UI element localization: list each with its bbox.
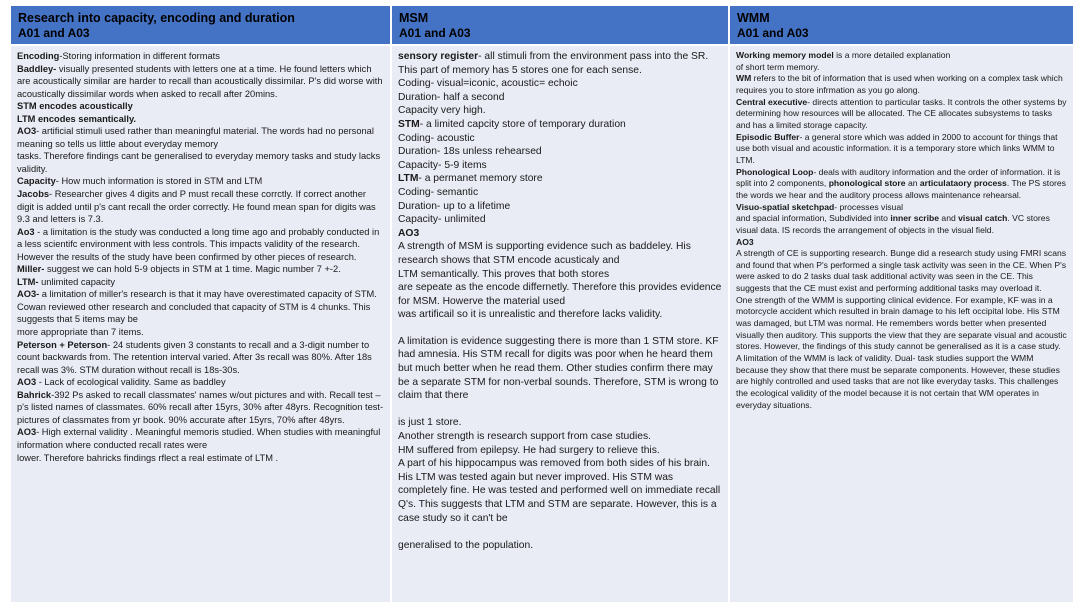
wmm-notes xyxy=(730,44,1075,602)
sr-coding: Coding- visual=iconic, acoustic= echoic xyxy=(398,78,578,90)
wmm-limitation: A limitation of the WMM is lack of validity. Dual- task studies support the WMM because they show that there must be separate components. However, these studies are highly controlled and used tasks that are not like everyday tasks. This challenges the ecological validity of the model because it is not certain that WM operates in everyday situations. xyxy=(736,353,1060,410)
sensory-register-note: sensory register- all stimuli from the environment pass into the SR. This part of memory has 5 stores one for each sense. xyxy=(398,51,709,76)
ao3-note: Ao3 - a limitation is the study was conducted a long time ago and probably conducted in a less scientifc environment with less controls. This impacts validity of the research. However the results of the study have been confirmed by other pieces of research. xyxy=(17,226,380,262)
column-title: WMM xyxy=(737,11,770,25)
central-executive-note: Central executive- directs attention to particular tasks. It controls the other systems by determining how resources will be allocated. The CE allocates subsystems to tasks and has a limited storage capacity. xyxy=(736,96,1067,130)
phonological-loop-note: Phonological Loop- deals with auditory information and the order of information. it is split into 2 components, phonological store an articulataory process. The PS stores the words we hear and the auditory process allows maintenance rehearsal. xyxy=(736,166,1066,200)
column-title: Research into capacity, encoding and duration xyxy=(18,11,295,25)
ao3-note: AO3 - Lack of ecological validity. Same as baddley xyxy=(17,377,226,388)
msm-limitation-kf: A limitation is evidence suggesting there is more than 1 STM store. KF had amnesia. His STM recall for digits was poor when he heard them but much better when he read them. Other studies confirm there may be a separate STM for non-verbal sounds. Therefore, STM is wrong to claim that there is just 1 store. xyxy=(398,335,719,429)
sr-capacity: Capacity very high. xyxy=(398,105,486,117)
ao3-note: AO3- artificial stimuli used rather than meaningful material. The words had no personal meaning so tells us little about everyday memory tasks. Therefore findings cant be generalised to everyday memory tasks and study lacks validity. xyxy=(17,126,381,174)
stm-capacity: Capacity- 5-9 items xyxy=(398,159,487,171)
ao3-heading: AO3 xyxy=(398,227,420,239)
ltm-capacity-note: LTM- unlimited capacity xyxy=(17,276,115,287)
stm-encoding-note: STM encodes acoustically xyxy=(17,101,133,112)
msm-strength-baddeley: A strength of MSM is supporting evidence such as baddeley. His research shows that STM encode acusticaly and LTM semantically. This proves that both stores are sepeate as the encode differnetly. Therefore this provides evidence for MSM. Howerve the material used was artificail so it is unrealistic and therefore lacks validity. xyxy=(398,241,722,321)
ltm-duration: Duration- up to a lifetime xyxy=(398,200,511,212)
stm-note: STM- a limited capcity store of temporary duration xyxy=(398,118,626,130)
capacity-encoding-duration-notes xyxy=(11,44,392,602)
column-header-wmm xyxy=(730,6,1075,44)
msm-strength-hm: Another strength is research support from case studies. HM suffered from epilepsy. He had surgery to relieve this. A part of his hippocampus was removed from both sides of his brain. His LTM was tested again but never improved. His STM was completely fine. He was tested and performed well on immediate recall Q's. This suggests that LTM and STM are separate. However, this is a case study so it can't be generalised to the population. xyxy=(398,431,721,551)
column-subtitle: A01 and A03 xyxy=(18,26,90,40)
episodic-buffer-note: Episodic Buffer- a general store which was added in 2000 to account for things that use both visual and acoustic information. it is a temporary store which links WMM to LTM. xyxy=(736,131,1058,165)
wmm-strength-clinical: One strength of the WMM is supporting clinical evidence. For example, KF was in a motorcycle accident which resulted in brain damage to his left occipital lobe. His STM was damaged, but LTM was normal. He remembers words better when presented visually then auditory. This supports the view that they are separate visual and acoustic stores. However, the findings of this study cannot be generalised as it is a case study. xyxy=(736,294,1067,352)
peterson-note: Peterson + Peterson- 24 students given 3 constants to recall and a 3-digit number to count backwards from. The retention interval varied. After 3s recall was 80%. After 18s recall was 3%. STM duration without recall is 18s-30s. xyxy=(17,339,372,375)
ao3-note: AO3- a limitation of miller's research is that it may have overestimated capacity of STM. Cowan reviewed other research and concluded that capacity of STM is 4 chunks. This suggests that 5 items may be more appropriate than 7 items. xyxy=(17,289,377,338)
ao3-heading: AO3 xyxy=(736,236,754,247)
ltm-encoding-note: LTM encodes semantically. xyxy=(17,113,137,124)
bahrick-note: Bahrick-392 Ps asked to recall classmates' names w/out pictures and with. Recall test – p's listed names of classmates. 60% recall after 15yrs, 30% after 48yrs. Recognition test- pictures of classmates from yr book. 90% accurate after 15yrs, 70% after 48yrs. xyxy=(17,389,384,425)
visuo-spatial-sketchpad-note: Visuo-spatial sketchpad- processes visual and spacial information, Subdivided into inner scribe and visual catch. VC stores visual data. IS records the arrangement of objects in the visual field. xyxy=(736,201,1050,235)
wmm-strength-ce: A strength of CE is supporting research. Bunge did a research study using FMRI scans and found that when P's performed a single task activity was seen in the CE. When P's were asked to do 2 tasks dual task additional activity was seen in the CE. This suggests that the CE must exist and performing additional tasks may overload it. xyxy=(736,248,1067,294)
ltm-capacity: Capacity- unlimited xyxy=(398,214,486,226)
ao3-note: AO3- High external validity . Meaningful memoris studied. When studies with meaningful information where conducted recall rates were lower. Therefore bahricks findings rflect a real estimate of LTM . xyxy=(17,427,381,463)
column-header-msm xyxy=(392,6,730,44)
miller-note: Miller- suggest we can hold 5-9 objects in STM at 1 time. Magic number 7 +-2. xyxy=(17,264,341,275)
ltm-coding: Coding- semantic xyxy=(398,186,479,198)
sr-duration: Duration- half a second xyxy=(398,91,505,103)
stm-duration: Duration- 18s unless rehearsed xyxy=(398,146,542,158)
wmm-definition: Working memory model is a more detailed explanation of short term memory. xyxy=(736,50,951,72)
ltm-note: LTM- a permanet memory store xyxy=(398,173,543,185)
jacobs-note: Jacobs- Researcher gives 4 digits and P must recall these corrctly. If correct another digit is added until p's cant recall the order correctly. He found mean span for digits was 9.3 and letters is 7.3. xyxy=(17,189,376,225)
baddley-note: Baddley- visually presented students with letters one at a time. He found letters which are acoustically similar are harder to recall than acoustically dissimilar. P's did worse with acoustically dissimilar words when asked to recall after 20mins. xyxy=(17,63,383,99)
column-title: MSM xyxy=(399,11,429,25)
msm-notes xyxy=(392,44,730,602)
column-subtitle: A01 and A03 xyxy=(399,26,471,40)
column-header-capacity xyxy=(11,6,392,44)
stm-coding: Coding- acoustic xyxy=(398,132,475,144)
notes-table xyxy=(11,6,1075,602)
capacity-note: Capacity- How much information is stored in STM and LTM xyxy=(17,176,263,187)
encoding-note: Encoding-Storing information in different formats xyxy=(17,51,220,61)
column-subtitle: A01 and A03 xyxy=(737,26,809,40)
wm-definition: WM refers to the bit of information that is used when working on a complex task which requires you to store infrmation as you go along. xyxy=(736,73,1063,95)
